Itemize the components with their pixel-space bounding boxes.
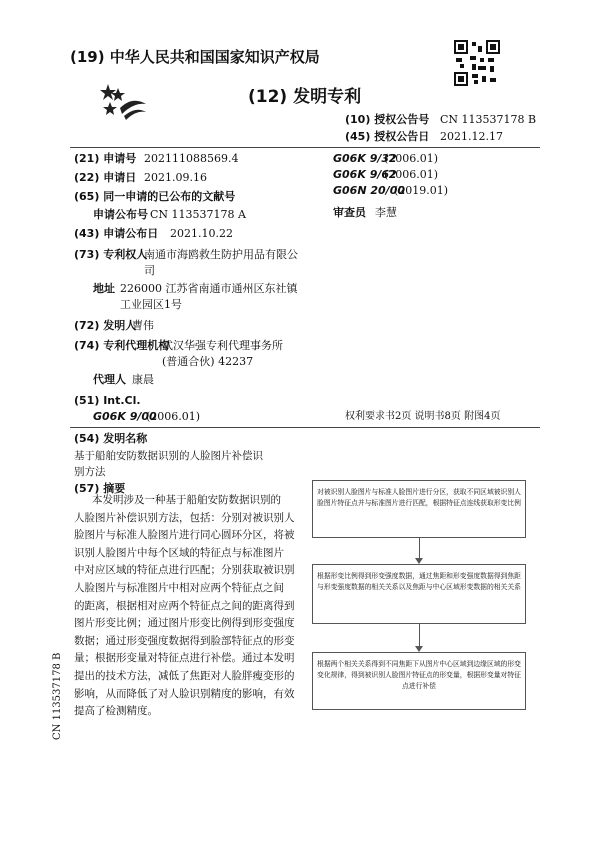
abstract-line: 量；根据形变量对特征点进行补偿。通过本发明: [74, 652, 295, 665]
patentee-line-1: 南通市海鸥救生防护用品有限公: [144, 248, 298, 261]
patentee-label: (73) 专利权人: [74, 248, 148, 261]
examiner: 李慧: [375, 206, 397, 219]
prior-date: 2021.10.22: [170, 227, 233, 240]
prior-date-label: (43) 申请公布日: [74, 227, 159, 240]
agency-line-2: (普通合伙) 42237: [162, 355, 254, 368]
abstract-line: 提出的技术方法，减低了焦距对人脸胖瘦变形的: [74, 669, 295, 682]
agency-label: (74) 专利代理机构: [74, 339, 170, 352]
intcl-label: (51) Int.Cl.: [74, 394, 141, 407]
title-label: (54) 发明名称: [74, 432, 148, 445]
address-line-2: 工业园区1号: [120, 298, 182, 311]
abstract-line: 影响，从而降低了对人脸识别精度的影响，有效: [74, 687, 295, 700]
app-no-label: (21) 申请号: [74, 152, 137, 165]
abstract-line: 本发明涉及一种基于船舶安防数据识别的: [92, 494, 281, 506]
pub-date-label: (45) 授权公告日: [345, 130, 430, 143]
ipc-year-1: (2006.01): [384, 152, 439, 165]
abstract-line: 的距离，根据相对应两个特征点之间的距离得到: [74, 599, 295, 612]
app-date-label: (22) 申请日: [74, 171, 137, 184]
ipc-code-3: G06N 20/00: [333, 184, 406, 197]
prior-pub-no: CN 113537178 A: [150, 208, 246, 221]
abstract-line: 提高了检测精度。: [74, 705, 158, 718]
abstract-label: (57) 摘要: [74, 482, 126, 495]
abstract-line: 人脸图片补偿识别方法，包括：分别对被识别人: [74, 511, 295, 524]
flow-step-2: 根据形变比例得到形变强度数据，通过焦距和形变强度数据得到焦距与形变强度数据的相关关系以及焦距与中心区域形变数据的相关关系: [312, 564, 526, 624]
mid-rule: [70, 427, 540, 428]
abstract-line: 中对应区域的特征点进行匹配；分别获取被识别: [74, 564, 295, 577]
agent: 康晨: [132, 373, 154, 386]
prior-pub-no-label: 申请公布号: [93, 208, 148, 221]
inventor: 曹伟: [132, 319, 154, 332]
pub-no-label: (10) 授权公告号: [345, 113, 430, 126]
inventor-label: (72) 发明人: [74, 319, 137, 332]
flow-arrow-1: [419, 538, 420, 560]
flow-step-3: 根据两个相关关系得到不同焦距下从图片中心区域到边缘区域的形变变化规律，得到被识别人脸图片特征点的形变量，根据形变量对特征点进行补偿: [312, 652, 526, 710]
examiner-label: 审查员: [333, 206, 366, 219]
page-count-line: 权利要求书2页 说明书8页 附图4页: [345, 411, 501, 422]
abstract-line: 数据；通过形变强度数据得到脸部特征点的形变: [74, 634, 295, 647]
prior-pub-label: (65) 同一申请的已公布的文献号: [74, 190, 236, 203]
abstract-line: 图片形变比例；通过图片形变比例得到形变强度: [74, 617, 295, 630]
agency-line-1: 武汉华强专利代理事务所: [162, 339, 283, 352]
ipc-year-3: (2019.01): [394, 184, 449, 197]
patentee-line-2: 司: [144, 264, 155, 277]
abstract-line: 人脸图片与标准图片中相对应两个特征点之间: [74, 581, 284, 594]
flow-step-1: 对被识别人脸图片与标准人脸图片进行分区，获取不同区域被识别人脸图片特征点并与标准图片进行匹配，根据特征点连线获取形变比例: [312, 480, 526, 538]
cnipa-logo-icon: [98, 78, 148, 122]
side-patent-number: CN 113537178 B: [52, 652, 63, 740]
ipc-code-1: G06K 9/32: [333, 152, 397, 165]
abstract-line: 识别人脸图片中每个区域的特征点与标准图片: [74, 546, 284, 559]
ipc-year-2: (2006.01): [384, 168, 439, 181]
address-line-1: 226000 江苏省南通市通州区东社镇: [120, 282, 298, 295]
app-date: 2021.09.16: [144, 171, 207, 184]
abstract-text: [74, 492, 295, 721]
pub-no: CN 113537178 B: [440, 113, 537, 126]
agent-label: 代理人: [93, 373, 126, 386]
pub-date: 2021.12.17: [440, 130, 503, 143]
document-type: (12) 发明专利: [248, 87, 362, 107]
flow-arrow-2: [419, 624, 420, 648]
intcl-code: G06K 9/00: [93, 410, 157, 423]
qr-code-icon: [454, 40, 500, 86]
abstract-line: 脸图片与标准人脸图片进行同心圆环分区，将被: [74, 529, 295, 542]
office-name: (19) 中华人民共和国国家知识产权局: [70, 48, 320, 66]
app-no: 202111088569.4: [144, 152, 239, 165]
header-rule: [70, 147, 540, 148]
title-line-2: 别方法: [74, 466, 106, 478]
intcl-year: (2006.01): [146, 410, 201, 423]
title-line-1: 基于船舶安防数据识别的人脸图片补偿识: [74, 450, 263, 462]
ipc-code-2: G06K 9/62: [333, 168, 397, 181]
address-label: 地址: [93, 282, 115, 295]
